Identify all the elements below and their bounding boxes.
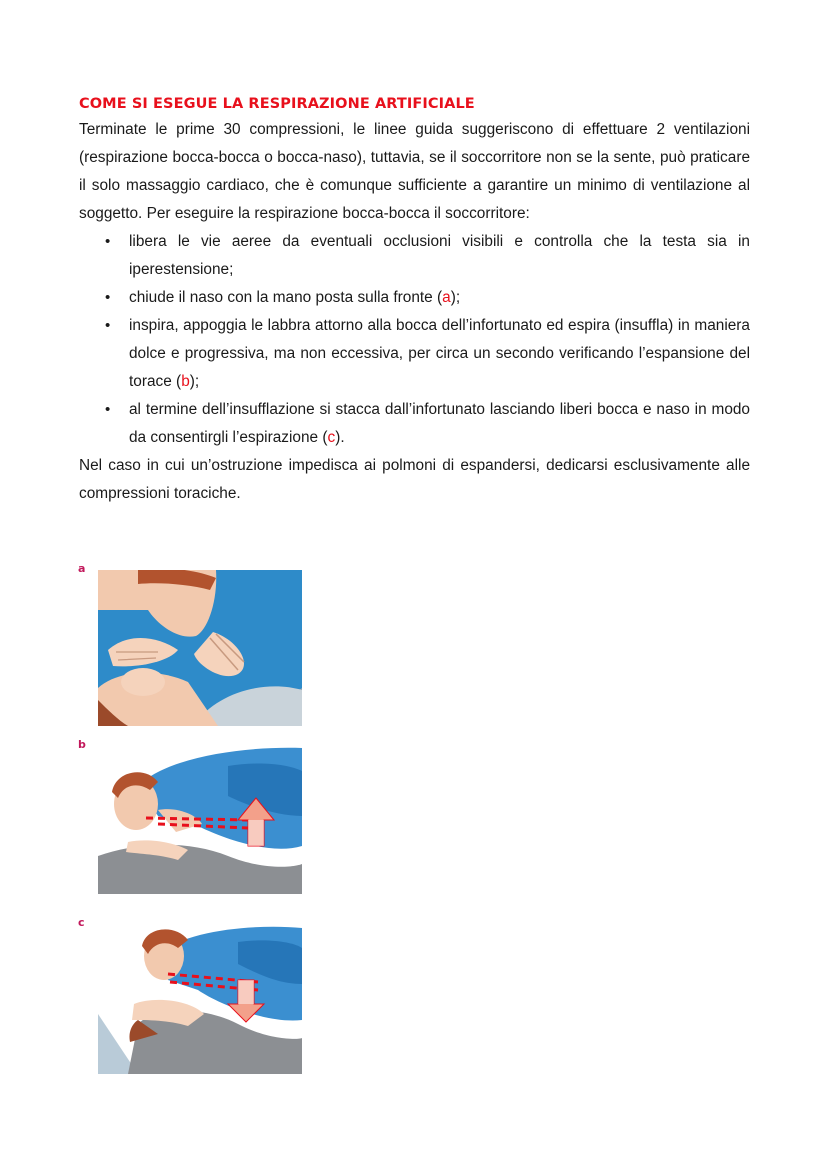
figure-ref: c	[327, 429, 336, 446]
list-item: • chiude il naso con la mano posta sulla fronte (a);	[129, 284, 750, 312]
rescuer-insufflating-illustration	[98, 746, 302, 894]
bullet-icon: •	[105, 233, 111, 250]
section-heading: COME SI ESEGUE LA RESPIRAZIONE ARTIFICIALE	[79, 96, 475, 112]
figure-label: c	[78, 916, 85, 929]
figure-c	[76, 916, 316, 1084]
rescuer-pinching-nose-illustration	[98, 570, 302, 726]
illustrations	[76, 562, 316, 1084]
figure-a	[76, 562, 316, 730]
figure-ref: b	[181, 373, 190, 390]
figure-ref: a	[442, 289, 451, 306]
bullet-icon: •	[105, 289, 111, 306]
list-item: • al termine dell’insufflazione si stacca dall’infortunato lasciando liberi bocca e naso in modo da consentirgli l’espirazione (c).	[129, 396, 750, 452]
document-page	[79, 96, 750, 508]
rescuer-releasing-illustration	[98, 924, 302, 1074]
intro-paragraph: Terminate le prime 30 compressioni, le linee guida suggeriscono di effettuare 2 ventilazioni (respirazione bocca-bocca o bocca-naso), tuttavia, se il soccorritore non se la sente, può praticare il solo massaggio cardiaco, che è comunque sufficiente a garantire un minimo di ventilazione al soggetto. Per eseguire la respirazione bocca-bocca il soccorritore:	[79, 121, 750, 222]
bullet-icon: •	[105, 401, 111, 418]
list-item: • libera le vie aeree da eventuali occlusioni visibili e controlla che la testa sia in iperestensione;	[129, 228, 750, 284]
steps-list	[79, 228, 750, 452]
figure-label: b	[78, 738, 86, 751]
closing-paragraph: Nel caso in cui un’ostruzione impedisca ai polmoni di espandersi, dedicarsi esclusivamente alle compressioni toraciche.	[79, 457, 750, 502]
figure-b	[76, 738, 316, 906]
figure-label: a	[78, 562, 86, 575]
list-item: • inspira, appoggia le labbra attorno alla bocca dell’infortunato ed espira (insuffla) in maniera dolce e progressiva, ma non eccessiva, per circa un secondo verificando l’espansione del torace (b);	[129, 312, 750, 396]
bullet-icon: •	[105, 317, 111, 334]
